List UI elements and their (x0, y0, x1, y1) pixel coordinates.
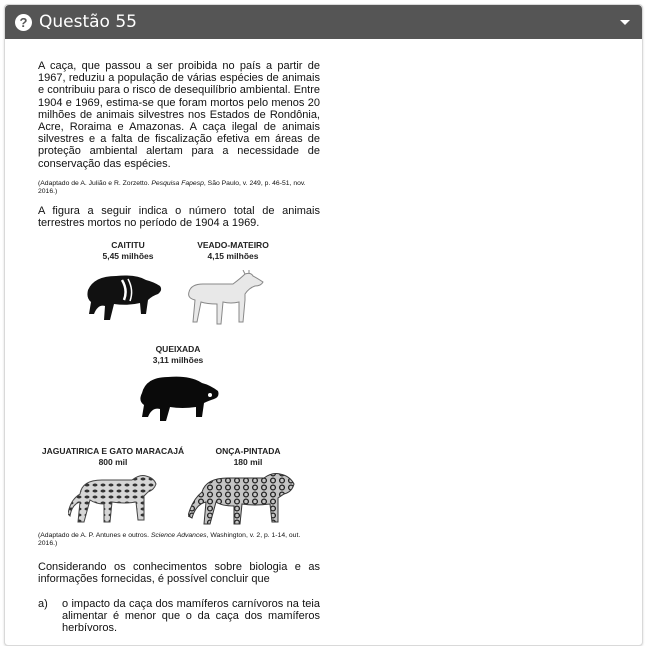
option-a[interactable] (38, 598, 320, 635)
onca-illustration (188, 470, 298, 528)
question-paragraph-3: Considerando os conhecimentos sobre biologia e as informações fornecidas, é possível concluir que (38, 561, 320, 586)
caititu-illustration (84, 270, 164, 325)
question-circle-icon: ? (15, 14, 32, 31)
jaguatirica-illustration (68, 470, 163, 528)
caret-down-icon[interactable] (620, 20, 630, 25)
animal-label-queixada: QUEIXADA 3,11 milhões (152, 344, 204, 365)
animal-label-onca: ONÇA-PINTADA 180 mil (215, 446, 281, 467)
question-paragraph-1: A caça, que passou a ser proibida no país a partir de 1967, reduziu a população de várias espécies de animais e contribuiu para o risco de desequilíbrio ambiental. Entre 1904 e 1969, estima-se que foram mortos pelo menos 20 milhões de animais silvestres nos Estados de Rondônia, Acre, Roraima e Amazonas. A caça ilegal de animais silvestres e a falta de fiscalização efetiva em áreas de proteção ambiental alertam para a necessidade de conservação das espécies. (38, 60, 320, 170)
question-header[interactable] (5, 5, 642, 39)
animal-label-veado: VEADO-MATEIRO 4,15 milhões (197, 240, 269, 261)
question-title: Questão 55 (39, 12, 137, 32)
option-a-letter: a) (38, 598, 48, 610)
veado-illustration (183, 270, 268, 330)
source-citation-1: (Adaptado de A. Julião e R. Zorzetto. Pesquisa Fapesp, São Paulo, v. 249, p. 46-51, nov. 2016.) (38, 180, 306, 195)
animal-label-jaguatirica: JAGUATIRICA E GATO MARACAJÁ 800 mil (41, 446, 185, 467)
queixada-illustration (138, 373, 223, 423)
animal-label-caititu: CAITITU 5,45 milhões (102, 240, 154, 261)
question-paragraph-2: A figura a seguir indica o número total de animais terrestres mortos no período de 1904 a 1969. (38, 205, 320, 230)
option-a-text: o impacto da caça dos mamíferos carnívoros na teia alimentar é menor que o da caça dos mamíferos herbívoros. (62, 598, 320, 635)
source-citation-2: (Adaptado de A. P. Antunes e outros. Science Advances, Washington, v. 2, p. 1-14, out. 2016.) (38, 532, 301, 547)
